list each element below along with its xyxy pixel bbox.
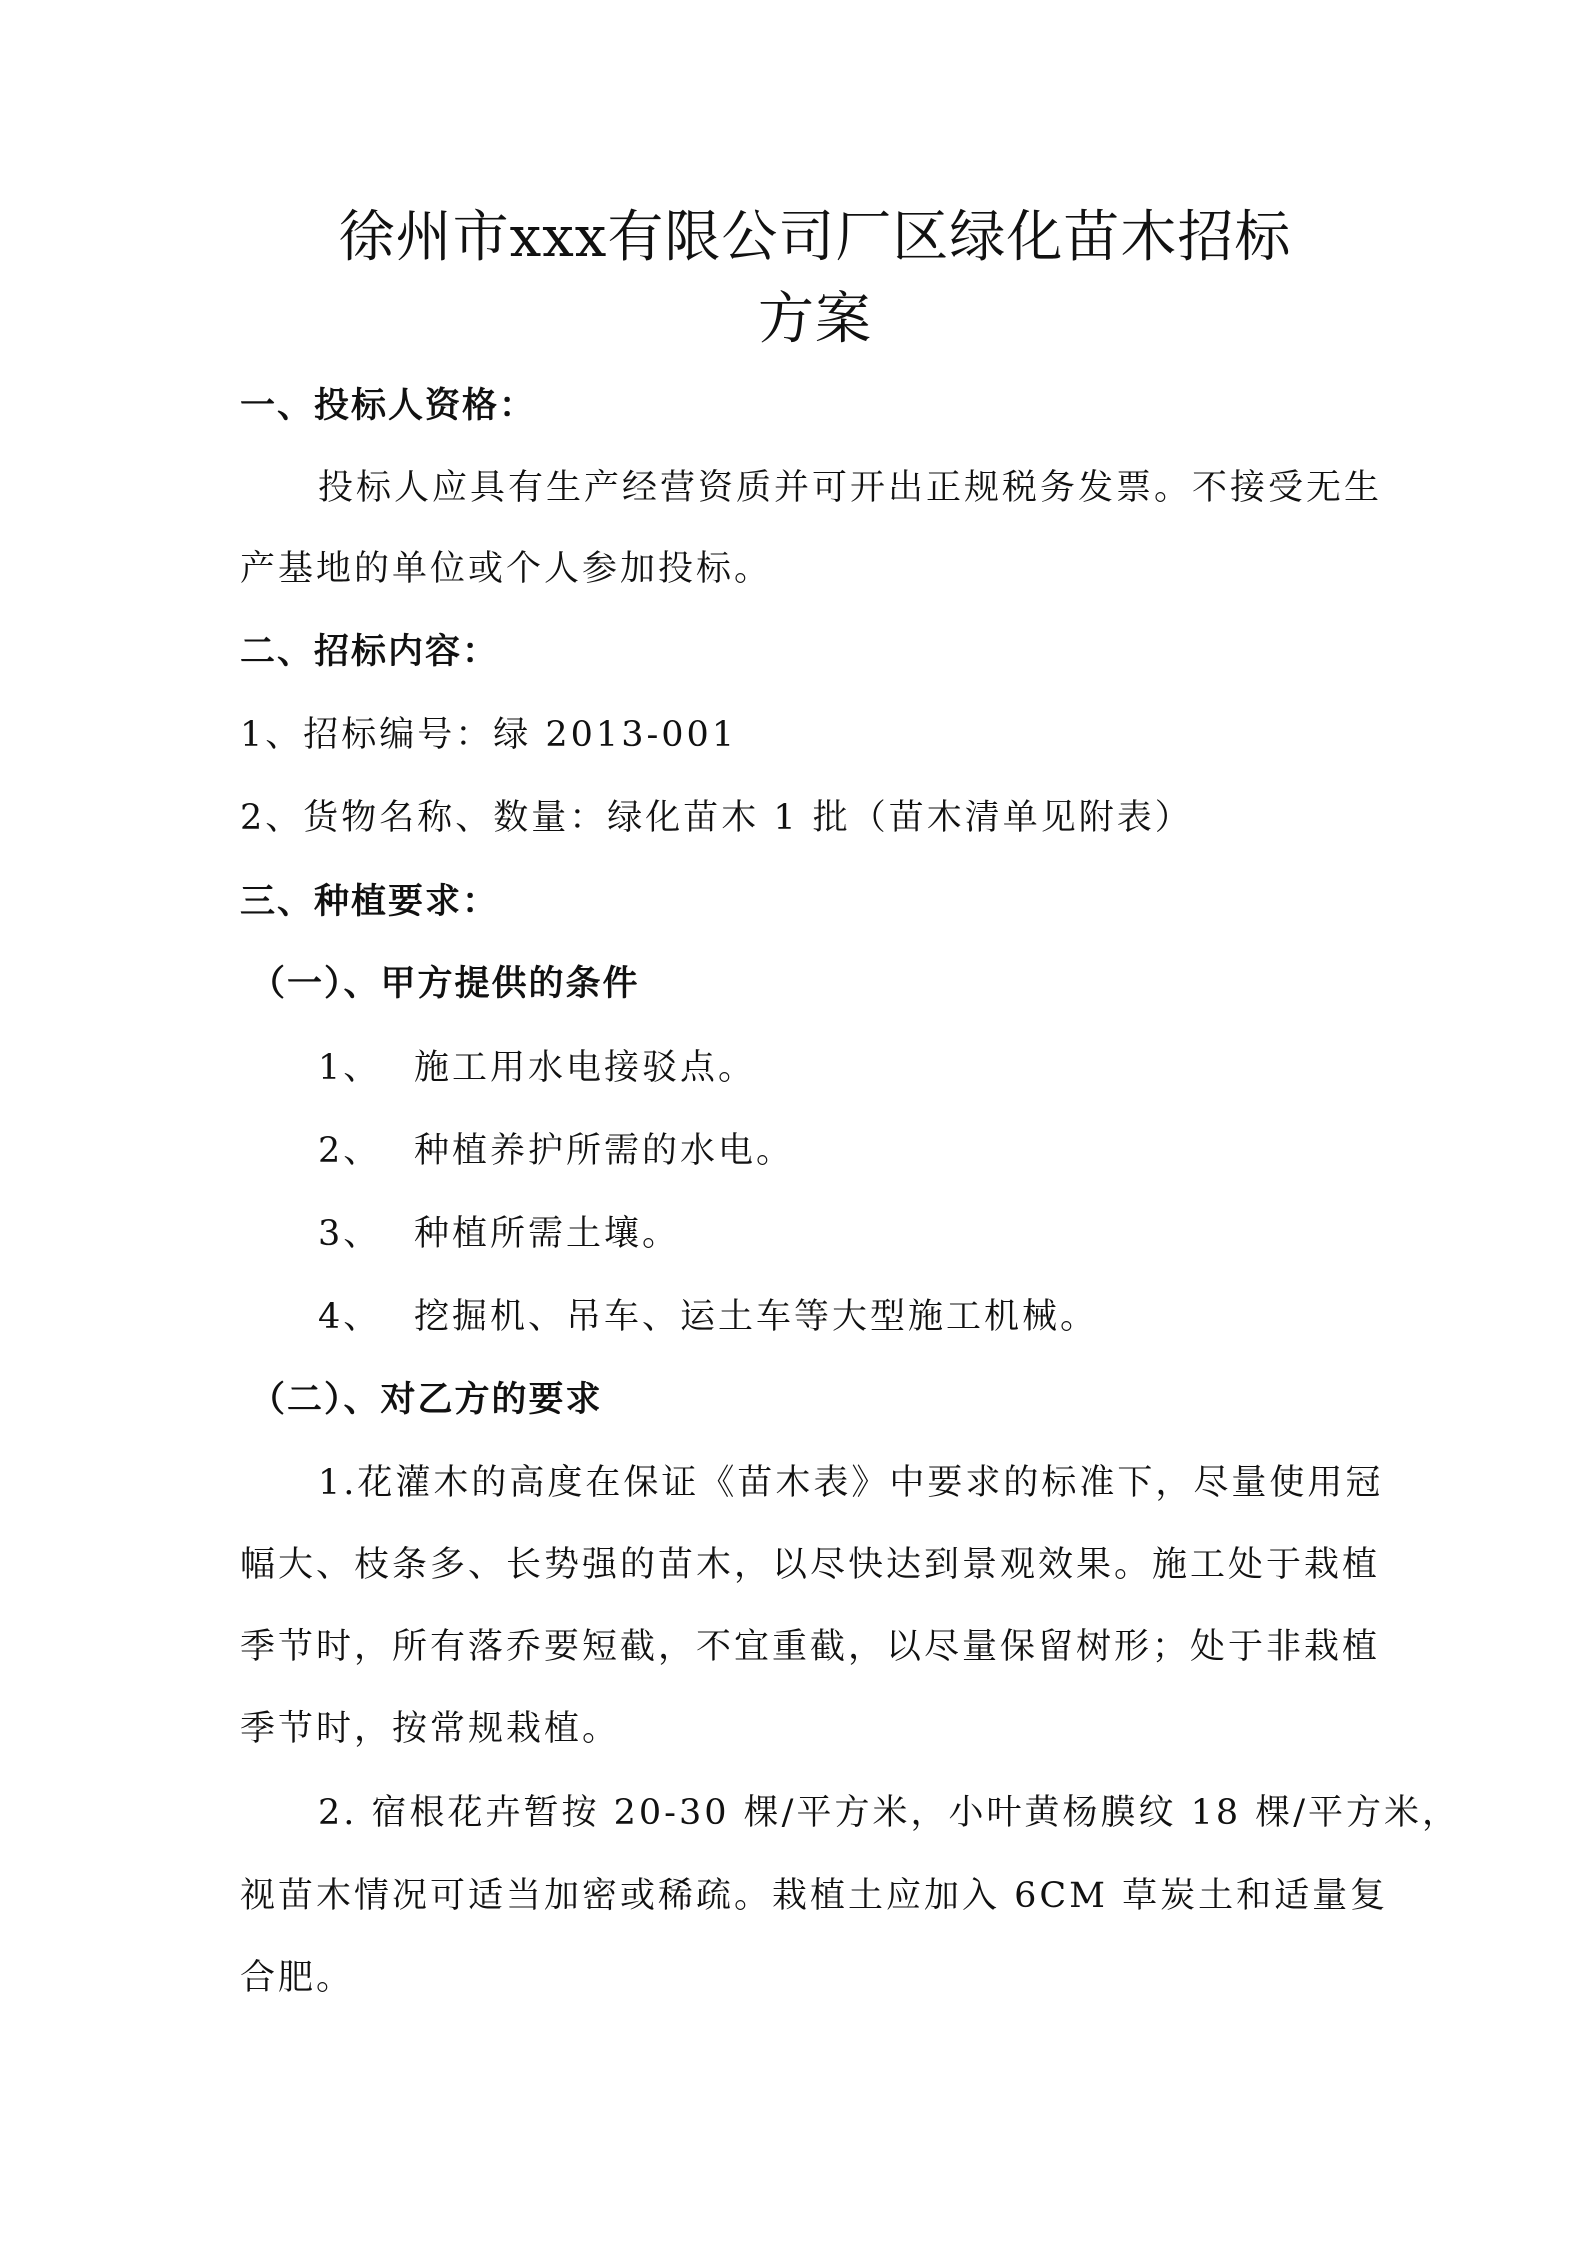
list-item-text: 种植养护所需的水电。 bbox=[414, 1131, 795, 1171]
list-item-number: 1、 bbox=[318, 1048, 382, 1088]
list-item bbox=[318, 1209, 680, 1259]
section-2-item-2: 2、货物名称、数量：绿化苗木 1 批（苗木清单见附表） bbox=[240, 798, 1193, 838]
list-item-number: 4、 bbox=[318, 1297, 382, 1337]
requirement-2-line-1: 2. 宿根花卉暂按 20-30 棵/平方米，小叶黄杨膜纹 18 棵/平方米， bbox=[318, 1793, 1461, 1833]
document-title-line-2: 方案 bbox=[758, 287, 872, 352]
requirement-1-line-4: 季节时，按常规栽植。 bbox=[240, 1709, 621, 1749]
section-3-heading: 三、种植要求： bbox=[240, 881, 500, 922]
subsection-2-heading: （二）、对乙方的要求 bbox=[250, 1379, 603, 1420]
section-2-item-1: 1、招标编号：绿 2013-001 bbox=[240, 715, 738, 755]
section-1-paragraph-line-2: 产基地的单位或个人参加投标。 bbox=[240, 549, 773, 589]
list-item bbox=[318, 1126, 794, 1176]
list-item-number: 2、 bbox=[318, 1131, 382, 1171]
subsection-1-heading: （一）、甲方提供的条件 bbox=[250, 963, 640, 1004]
list-item-number: 3、 bbox=[318, 1214, 382, 1254]
section-2-heading: 二、招标内容： bbox=[240, 631, 500, 672]
requirement-1-line-2: 幅大、枝条多、长势强的苗木，以尽快达到景观效果。施工处于栽植 bbox=[240, 1545, 1381, 1585]
list-item bbox=[318, 1292, 1098, 1342]
requirement-1-line-3: 季节时，所有落乔要短截，不宜重截，以尽量保留树形；处于非栽植 bbox=[240, 1627, 1381, 1667]
requirement-2-line-2: 视苗木情况可适当加密或稀疏。栽植土应加入 6CM 草炭土和适量复 bbox=[240, 1876, 1389, 1916]
section-1-heading: 一、投标人资格： bbox=[240, 385, 537, 426]
document-title-line-1: 徐州市xxx有限公司厂区绿化苗木招标 bbox=[338, 205, 1292, 270]
requirement-2-line-3: 合肥。 bbox=[240, 1958, 355, 1998]
list-item-text: 挖掘机、吊车、运土车等大型施工机械。 bbox=[414, 1297, 1099, 1337]
requirement-1-line-1: 1.花灌木的高度在保证《苗木表》中要求的标准下，尽量使用冠 bbox=[318, 1463, 1384, 1503]
section-1-paragraph-line-1: 投标人应具有生产经营资质并可开出正规税务发票。不接受无生 bbox=[318, 468, 1383, 508]
list-item-text: 施工用水电接驳点。 bbox=[414, 1048, 757, 1088]
list-item bbox=[318, 1043, 756, 1093]
list-item-text: 种植所需土壤。 bbox=[414, 1214, 681, 1254]
